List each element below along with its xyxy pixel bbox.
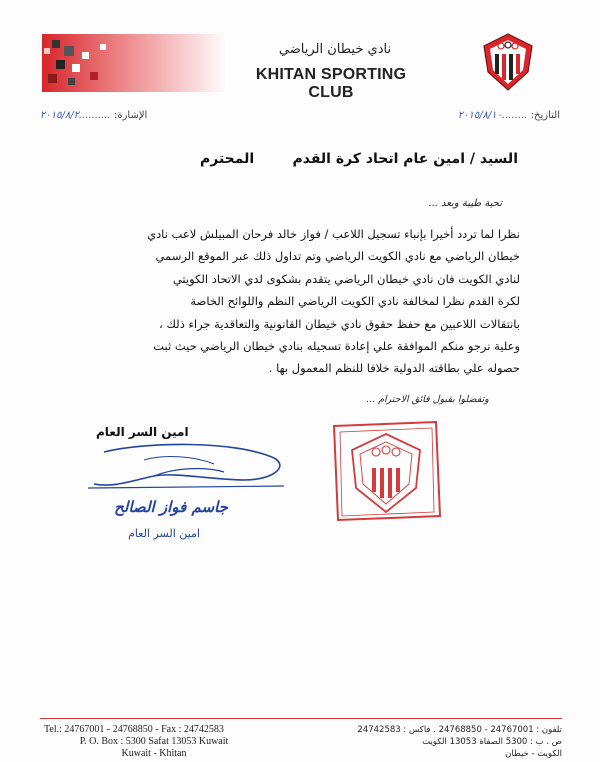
date-label: التاريخ: — [530, 110, 560, 121]
footer-location-ar: الكويت - خيطان — [505, 749, 562, 759]
club-shield-logo — [480, 32, 536, 92]
club-seal-stamp — [328, 418, 444, 524]
club-name-arabic: نادي خيطان الرياضي — [278, 42, 392, 57]
footer-pobox-en: P. O. Box : 5300 Safat 13053 Kuwait — [79, 736, 229, 747]
footer-contact-arabic — [332, 724, 562, 760]
body-line: بانتقالات اللاعبين مع حفظ حقوق نادي خيطان القانونية والتعاقدية جراء ذلك ، — [159, 316, 520, 331]
handwritten-signature — [84, 440, 294, 500]
pixel-banner-graphic — [42, 34, 228, 92]
footer-location-en: Kuwait - Khitan — [121, 748, 187, 759]
reference-label: الإشارة: — [113, 110, 148, 121]
date-value: ........٢٠١٥/٨/١٠ — [457, 110, 528, 121]
closing-phrase: وتفضلوا بقبول فائق الاحترام ... — [366, 394, 489, 405]
body-line: نظرا لما تردد أخيرا بإنباء تسجيل اللاعب / فواز خالد فرحان المبيلش لاعب نادي — [147, 227, 520, 241]
signatory-title: امين السر العام — [96, 425, 189, 439]
body-line: لنادي الكويت فان نادي خيطان الرياضي يتقدم بشكوى لدي الاتحاد الكويتي — [172, 271, 520, 286]
reference-row — [40, 110, 560, 126]
footer-pobox-ar: ص . ب : 5300 الصفاة 13053 الكويت — [422, 737, 562, 747]
body-line: وعلية نرجو منكم الموافقة علي إعادة تسجيله بنادي خيطان الرياضي حيث ثبت — [153, 339, 520, 354]
footer-phone-ar: تلفون : 24767001 - 24768850 . فاكس : 24742583 — [357, 725, 562, 735]
greeting: تحية طيبة وبعد ... — [428, 198, 502, 209]
footer-contact-english — [44, 724, 264, 760]
reference-value: ..........٢٠١٥/٨/٢ — [40, 110, 111, 121]
addressee-honorific: المحترم — [200, 151, 255, 167]
reference-field — [40, 110, 147, 121]
signature-name-stamp — [96, 494, 246, 548]
body-line: حصوله علي بطاقته الدولية خلافا للنظم المعمول بها . — [268, 361, 520, 376]
footer — [40, 724, 562, 762]
stamp-name: جاسم فواز الصالح — [114, 498, 228, 516]
letter-body — [96, 223, 520, 380]
footer-phone-en: Tel.: 24767001 - 24768850 - Fax : 24742583 — [44, 724, 224, 735]
stamp-role: امين السر العام — [128, 527, 200, 540]
footer-divider — [40, 718, 562, 719]
body-line: خيطان الرياضي مع نادي الكويت الرياضي وتم تداول ذلك عبر الموقع الرسمي — [155, 249, 520, 264]
body-line: لكرة القدم نظرا لمخالفة نادي الكويت الرياضي النظم واللوائح الخاصة — [190, 294, 520, 309]
addressee-name: السيد / امين عام اتحاد كرة القدم — [292, 151, 518, 167]
date-field — [458, 110, 560, 121]
club-name-english: KHITAN SPORTING CLUB — [255, 66, 407, 101]
